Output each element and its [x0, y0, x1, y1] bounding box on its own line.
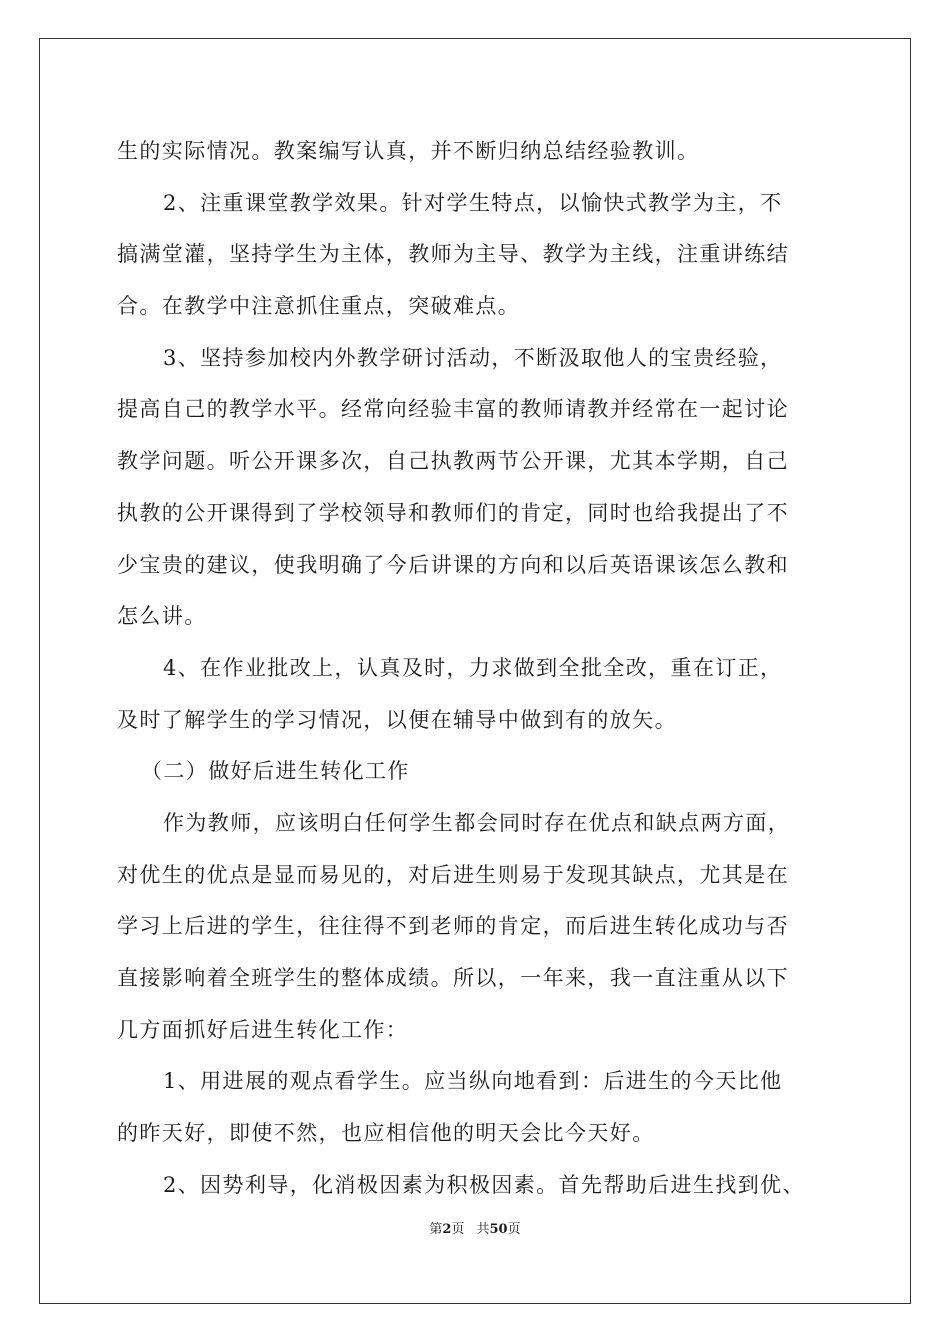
text-line: 生的实际情况。教案编写认真，并不断归纳总结经验教训。	[117, 139, 700, 163]
text-line: 合。在教学中注意抓住重点，突破难点。	[117, 294, 521, 319]
text-line: 少宝贵的建议，使我明确了今后讲课的方向和以后英语课该怎么教和	[117, 552, 789, 577]
text-line: 3、坚持参加校内外教学研讨活动，不断汲取他人的宝贵经验，	[163, 345, 783, 370]
text-line: 提高自己的教学水平。经常向经验丰富的教师请教并经常在一起讨论	[117, 397, 789, 422]
total-suffix: 页	[507, 1222, 521, 1237]
page-number: 2	[442, 1222, 452, 1237]
text-line: 教学问题。听公开课多次，自己执教两节公开课，尤其本学期，自己	[117, 449, 789, 474]
text-line: 对优生的优点是显而易见的，对后进生则易于发现其缺点，尤其是在	[117, 862, 789, 887]
text-line: 几方面抓好后进生转化工作：	[117, 1017, 409, 1042]
page-footer	[0, 1218, 950, 1237]
text-line: 学习上后进的学生，往往得不到老师的肯定，而后进生转化成功与否	[117, 914, 789, 939]
text-line: 作为教师，应该明白任何学生都会同时存在优点和缺点两方面，	[163, 810, 791, 835]
text-line: 2、注重课堂教学效果。针对学生特点，以愉快式教学为主，不	[163, 190, 783, 215]
text-line: 怎么讲。	[117, 604, 207, 629]
page-prefix: 第	[429, 1222, 443, 1237]
text-line: 直接影响着全班学生的整体成绩。所以，一年来，我一直注重从以下	[117, 966, 789, 990]
text-line: 1、用进展的观点看学生。应当纵向地看到：后进生的今天比他	[163, 1069, 783, 1094]
text-line: 执教的公开课得到了学校领导和教师们的肯定，同时也给我提出了不	[117, 500, 789, 525]
document-body	[117, 126, 837, 1211]
total-pages: 50	[489, 1222, 508, 1237]
total-prefix: 共	[476, 1222, 490, 1237]
section-heading: （二）做好后进生转化工作	[141, 759, 410, 784]
text-line: 4、在作业批改上，认真及时，力求做到全批全改，重在订正，	[163, 655, 783, 680]
text-line: 2、因势利导，化消极因素为积极因素。首先帮助后进生找到优、	[163, 1172, 805, 1197]
text-line: 的昨天好，即使不然，也应相信他的明天会比今天好。	[117, 1121, 655, 1146]
text-line: 搞满堂灌，坚持学生为主体，教师为主导、教学为主线，注重讲练结	[117, 242, 789, 267]
text-line: 及时了解学生的学习情况，以便在辅导中做到有的放矢。	[117, 707, 677, 732]
page-suffix: 页	[451, 1222, 465, 1237]
